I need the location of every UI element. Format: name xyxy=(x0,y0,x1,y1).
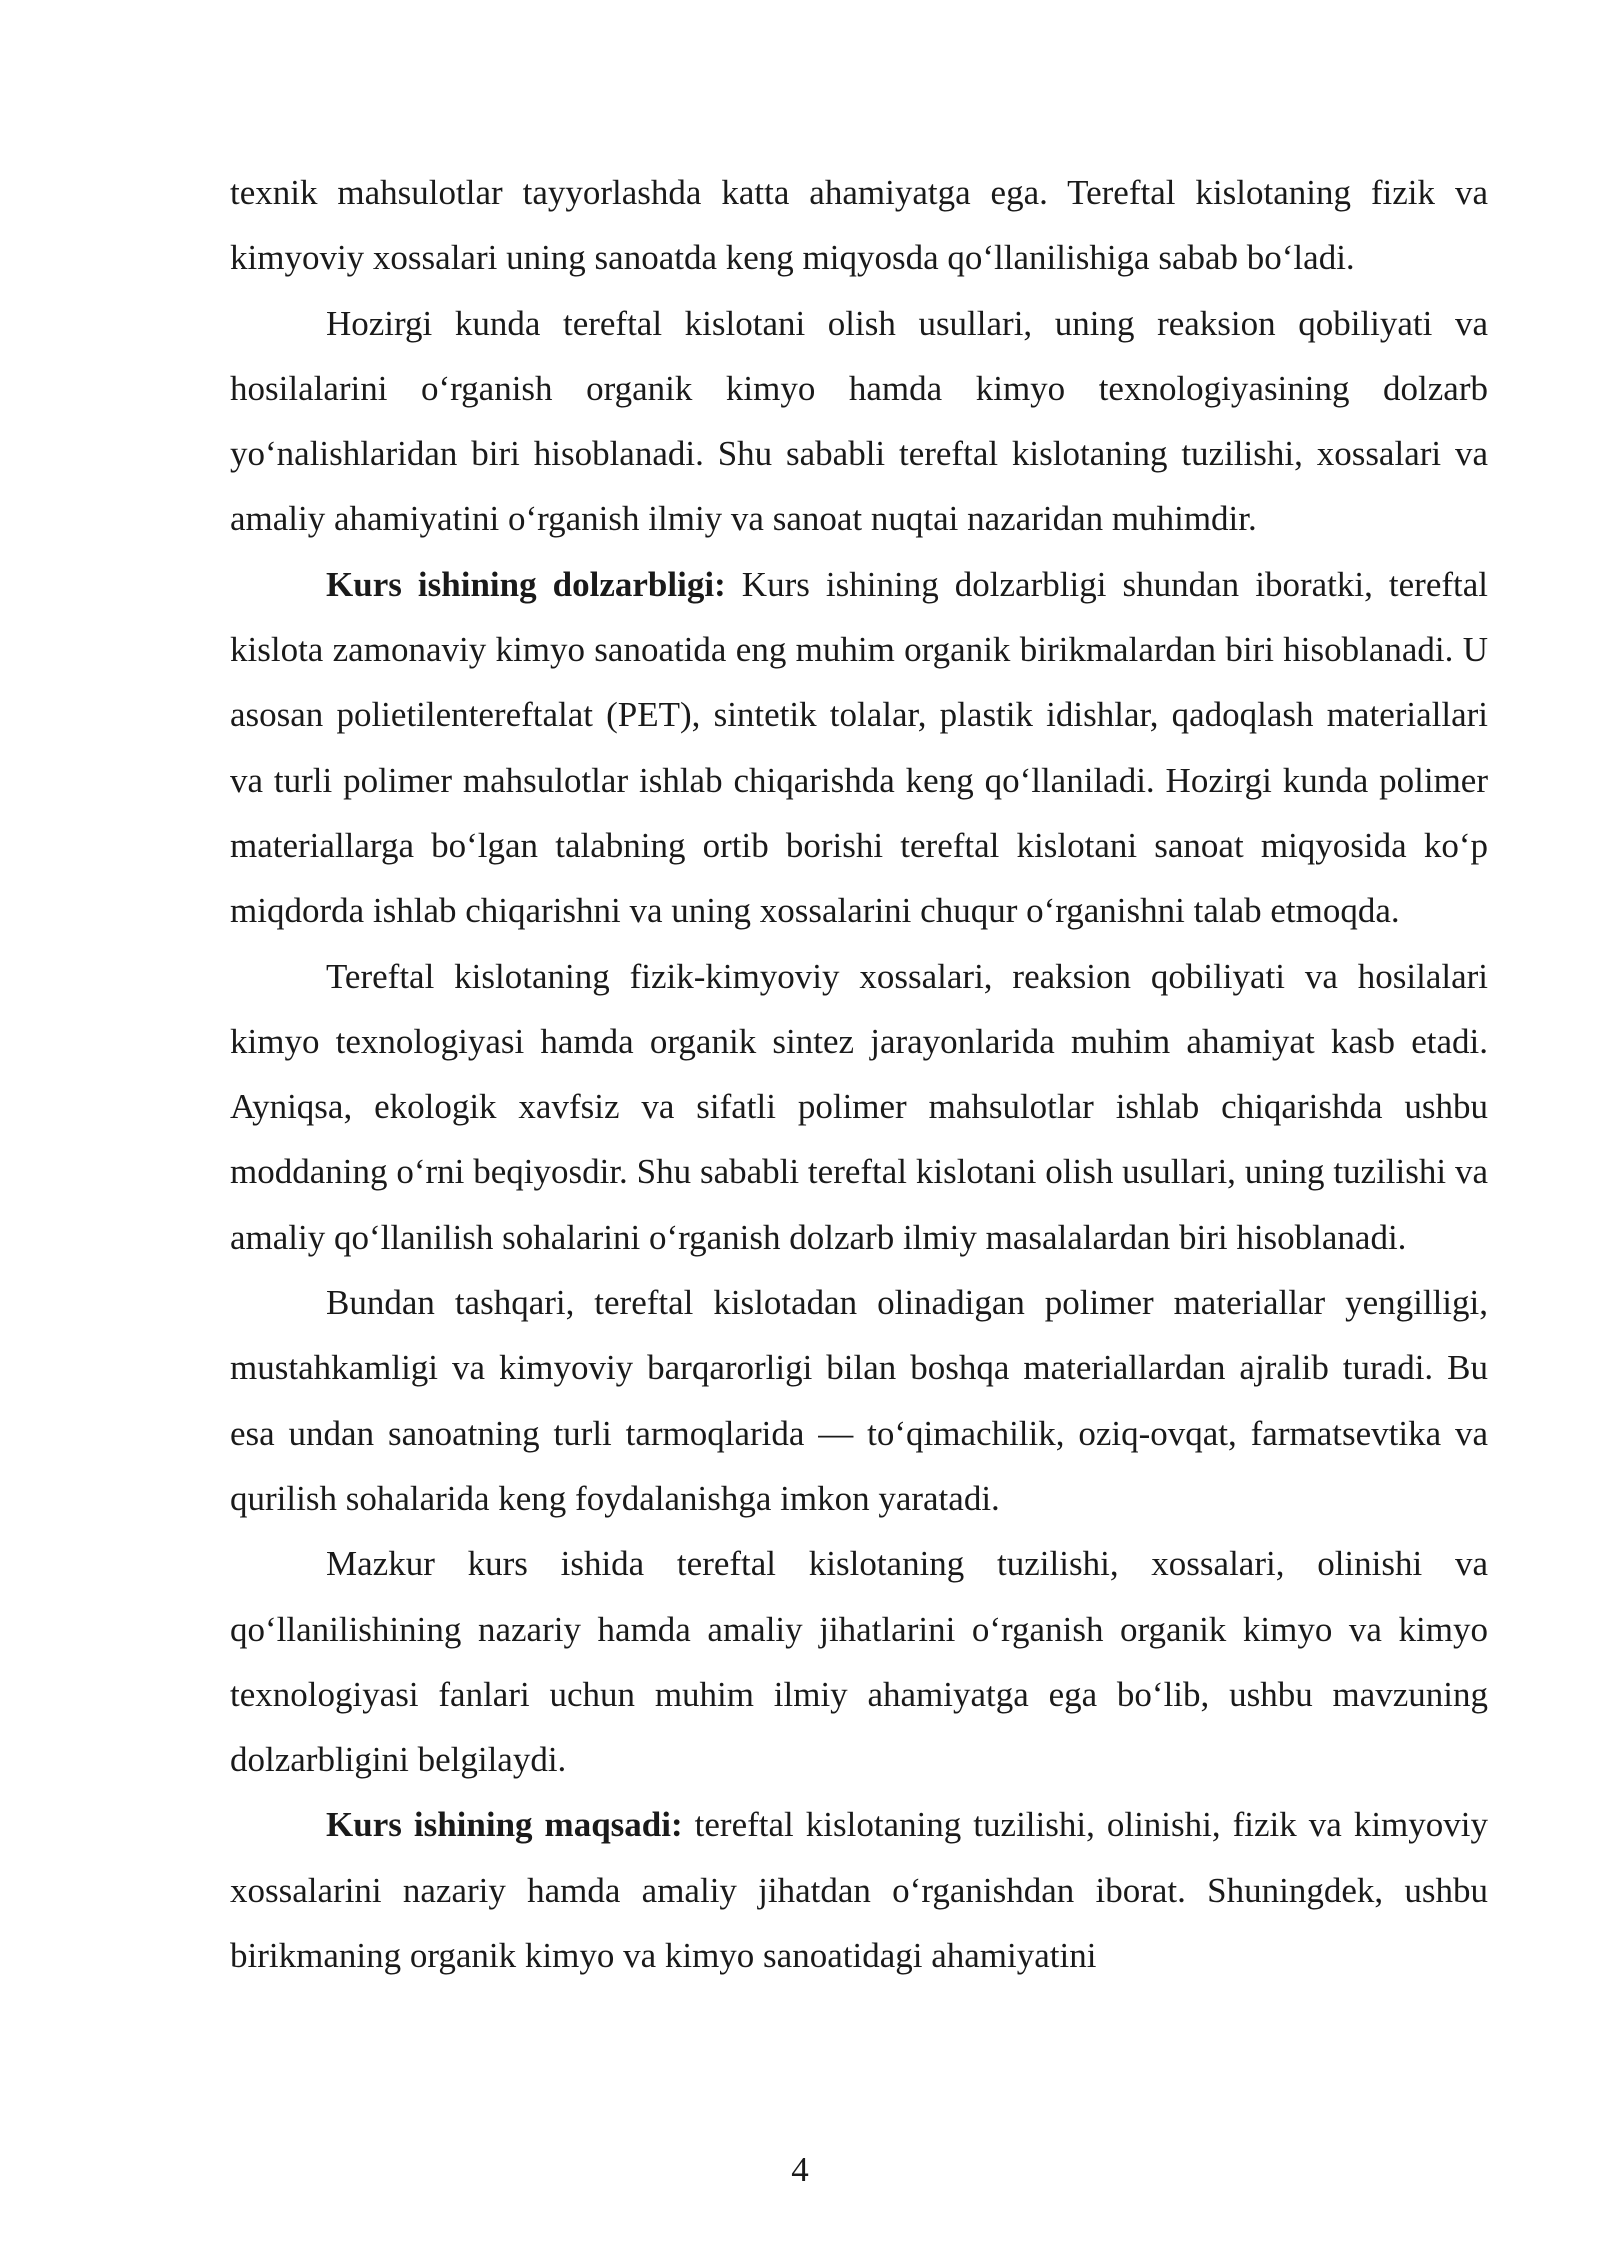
paragraph-text: Mazkur kurs ishida tereftal kislotaning tuzilishi, xossalari, olinishi va qo‘llanilishining nazariy hamda amaliy jihatlarini o‘rganish organik kimyo va kimyo texnologiyasi fanlari uchun muhim ilmiy ahamiyatga ega bo‘lib, ushbu mavzuning dolzarbligini belgilaydi. xyxy=(230,1544,1488,1780)
paragraph xyxy=(230,291,1488,552)
page-number: 4 xyxy=(791,2150,809,2189)
paragraph-heading: Kurs ishining maqsadi: xyxy=(326,1805,683,1845)
document-page xyxy=(230,160,1488,1988)
paragraph-text: texnik mahsulotlar tayyorlashda katta ahamiyatga ega. Tereftal kislotaning fizik va kimyoviy xossalari uning sanoatda keng miqyosda qo‘llanilishiga sabab bo‘ladi. xyxy=(230,173,1488,278)
paragraph-heading: Kurs ishining dolzarbligi: xyxy=(326,564,726,604)
paragraph-text: Hozirgi kunda tereftal kislotani olish usullari, uning reaksion qobiliyati va hosilalarini o‘rganish organik kimyo hamda kimyo texnologiyasining dolzarb yo‘nalishlaridan biri hisoblanadi. Shu sababli tereftal kislotaning tuzilishi, xossalari va amaliy ahamiyatini o‘rganish ilmiy va sanoat nuqtai nazaridan muhimdir. xyxy=(230,303,1488,539)
paragraph-continuation xyxy=(230,160,1488,291)
paragraph-text: Bundan tashqari, tereftal kislotadan olinadigan polimer materiallar yengilligi, mustahkamligi va kimyoviy barqarorligi bilan boshqa materiallardan ajralib turadi. Bu esa undan sanoatning turli tarmoqlarida — to‘qimachilik, oziq-ovqat, farmatsevtika va qurilish sohalarida keng foydalanishga imkon yaratadi. xyxy=(230,1283,1488,1518)
paragraph xyxy=(230,1531,1488,1792)
paragraph-purpose xyxy=(230,1792,1488,1988)
paragraph-text: Kurs ishining dolzarbligi shundan iboratki, tereftal kislota zamonaviy kimyo sanoatida eng muhim organik birikmalardan biri hisoblanadi. U asosan polietilentereftalat (PET), sintetik tolalar, plastik idishlar, qadoqlash materiallari va turli polimer mahsulotlar ishlab chiqarishda keng qo‘llaniladi. Hozirgi kunda polimer materiallarga bo‘lgan talabning ortib borishi tereftal kislotani sanoat miqyosida ko‘p miqdorda ishlab chiqarishni va uning xossalarini chuqur o‘rganishni talab etmoqda. xyxy=(230,564,1488,931)
paragraph-relevance xyxy=(230,552,1488,944)
paragraph-text: Tereftal kislotaning fizik-kimyoviy xossalari, reaksion qobiliyati va hosilalari kimyo texnologiyasi hamda organik sintez jarayonlarida muhim ahamiyat kasb etadi. Ayniqsa, ekologik xavfsiz va sifatli polimer mahsulotlar ishlab chiqarishda ushbu moddaning o‘rni beqiyosdir. Shu sababli tereftal kislotani olish usullari, uning tuzilishi va amaliy qo‘llanilish sohalarini o‘rganish dolzarb ilmiy masalalardan biri hisoblanadi. xyxy=(230,956,1488,1257)
paragraph xyxy=(230,1270,1488,1531)
paragraph xyxy=(230,944,1488,1270)
paragraph-text: tereftal kislotaning tuzilishi, olinishi, fizik va kimyoviy xossalarini nazariy hamda amaliy jihatdan o‘rganishdan iborat. Shuningdek, ushbu birikmaning organik kimyo va kimyo sanoatidagi ahamiyatini xyxy=(230,1805,1488,1976)
